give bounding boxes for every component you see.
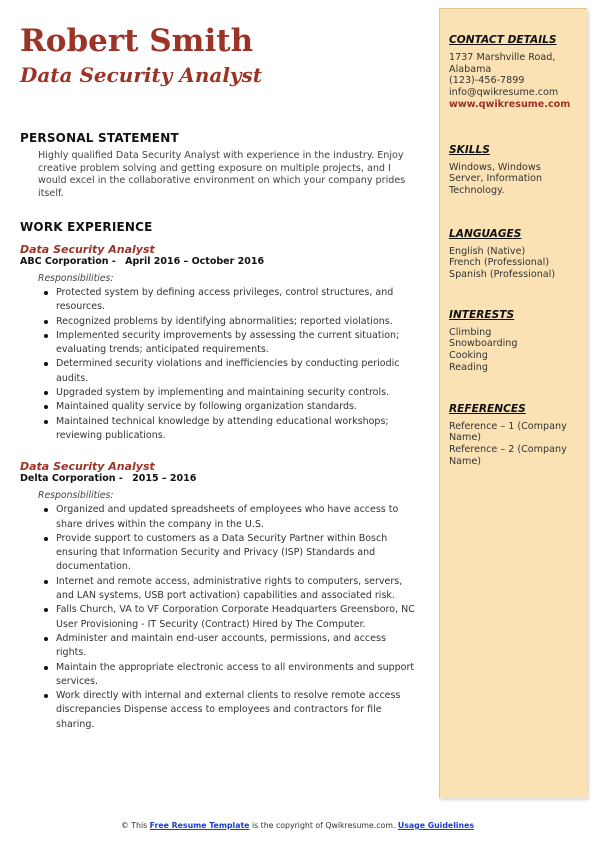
address-line: Alabama bbox=[449, 63, 492, 75]
skills-line: Server, Information bbox=[449, 173, 543, 185]
list-item-text: Implemented security improvements by assessing the current situation; evaluating trends; anticipated requirements. bbox=[56, 329, 400, 356]
interest-item: Cooking bbox=[449, 350, 488, 362]
footer-copyright-text: is the copyright of Qwikresume.com. bbox=[251, 821, 396, 830]
skills-text bbox=[449, 162, 579, 197]
contact-heading: CONTACT DETAILS bbox=[449, 34, 557, 46]
job-dates: April 2016 – October 2016 bbox=[125, 256, 265, 267]
reference-line: Reference – 1 (Company bbox=[449, 420, 567, 432]
list-item-text: Protected system by defining access privileges, control structures, and resources. bbox=[56, 287, 394, 313]
skills-section bbox=[449, 144, 579, 197]
responsibilities-list bbox=[42, 286, 418, 443]
list-item-text: Recognized problems by identifying abnormalities; reported violations. bbox=[56, 315, 393, 327]
candidate-name: Robert Smith bbox=[20, 23, 254, 59]
list-item bbox=[42, 632, 418, 661]
references-heading: REFERENCES bbox=[449, 402, 526, 415]
list-item-text: Administer and maintain end-user accounts, permissions, and access rights. bbox=[56, 632, 386, 659]
website-link[interactable]: www.qwikresume.com bbox=[449, 98, 571, 110]
list-item bbox=[42, 575, 418, 604]
languages-heading: LANGUAGES bbox=[449, 227, 522, 240]
bullet-icon bbox=[44, 334, 48, 338]
job-entry bbox=[20, 460, 418, 732]
languages-list bbox=[449, 246, 579, 281]
skills-line: Technology. bbox=[449, 184, 505, 196]
job-title: Data Security Analyst bbox=[20, 243, 155, 256]
job-entry bbox=[20, 243, 418, 443]
language-item: Spanish (Professional) bbox=[449, 269, 556, 281]
personal-statement-heading: PERSONAL STATEMENT bbox=[20, 131, 179, 145]
sidebar bbox=[439, 8, 587, 798]
list-item bbox=[42, 503, 418, 532]
references-list bbox=[449, 421, 579, 468]
list-item bbox=[42, 315, 418, 329]
list-item-text: Provide support to customers as a Data Security Partner within Bosch ensuring that Information Security and Privacy (ISP) Standards and documentation. bbox=[56, 532, 388, 573]
references-section bbox=[449, 403, 579, 468]
reference-line: Name) bbox=[449, 455, 482, 467]
personal-statement-section bbox=[20, 131, 418, 200]
list-item-text: Maintained quality service by following organization standards. bbox=[56, 401, 357, 413]
bullet-icon bbox=[44, 405, 48, 409]
bullet-icon bbox=[44, 320, 48, 324]
reference-line: Name) bbox=[449, 432, 482, 444]
interests-section bbox=[449, 309, 579, 374]
reference-item bbox=[449, 421, 579, 444]
bullet-icon bbox=[44, 391, 48, 395]
list-item bbox=[42, 357, 418, 386]
interests-list bbox=[449, 327, 579, 374]
responsibilities-label: Responsibilities: bbox=[38, 273, 114, 284]
address-line: 1737 Marshville Road, bbox=[449, 52, 556, 63]
interest-item: Reading bbox=[449, 361, 488, 373]
interest-item: Climbing bbox=[449, 326, 492, 338]
responsibilities-list bbox=[42, 503, 418, 732]
language-item: English (Native) bbox=[449, 245, 526, 257]
list-item-text: Work directly with internal and external clients to resolve remote access discrepancies Dispense access to employees and contractors for file sharing. bbox=[56, 690, 401, 730]
personal-statement-text: Highly qualified Data Security Analyst with experience in the industry. Enjoy creative problem solving and getting exposure on multiple projects, and I would excel in the collaborative environment on which your company prides itself. bbox=[38, 150, 406, 199]
list-item bbox=[42, 532, 418, 575]
usage-guidelines-link[interactable]: Usage Guidelines bbox=[397, 821, 475, 830]
contact-details bbox=[449, 52, 579, 111]
list-item-text: Falls Church, VA to VF Corporation Corporate Headquarters Greensboro, NC User Provisioning - IT Security (Contract) Hired by The Computer. bbox=[56, 604, 415, 630]
phone-number: (123)-456-7899 bbox=[449, 75, 525, 87]
reference-item bbox=[449, 444, 579, 467]
job-company: ABC Corporation - bbox=[20, 256, 116, 267]
resume-header bbox=[20, 22, 420, 87]
list-item bbox=[42, 386, 418, 400]
skills-line: Windows, Windows bbox=[449, 161, 541, 173]
free-resume-template-link[interactable]: Free Resume Template bbox=[149, 821, 250, 830]
footer-prefix: © This bbox=[120, 821, 148, 830]
list-item bbox=[42, 415, 418, 444]
bullet-icon bbox=[44, 362, 48, 366]
list-item bbox=[42, 400, 418, 414]
work-experience-heading: WORK EXPERIENCE bbox=[20, 220, 153, 234]
skills-heading: SKILLS bbox=[449, 143, 490, 156]
language-item: French (Professional) bbox=[449, 257, 550, 269]
contact-section bbox=[449, 34, 579, 111]
bullet-icon bbox=[44, 666, 48, 670]
bullet-icon bbox=[44, 637, 48, 641]
list-item bbox=[42, 329, 418, 358]
list-item-text: Determined security violations and inefficiencies by conducting periodic audits. bbox=[56, 358, 400, 384]
bullet-icon bbox=[44, 420, 48, 424]
list-item bbox=[42, 689, 418, 732]
candidate-title: Data Security Analyst bbox=[20, 63, 263, 87]
list-item bbox=[42, 603, 418, 632]
list-item-text: Maintained technical knowledge by attending educational workshops; reviewing publications. bbox=[56, 415, 389, 441]
list-item bbox=[42, 661, 418, 690]
reference-line: Reference – 2 (Company bbox=[449, 443, 567, 455]
bullet-icon bbox=[44, 537, 48, 541]
languages-section bbox=[449, 228, 579, 281]
bullet-icon bbox=[44, 580, 48, 584]
bullet-icon bbox=[44, 608, 48, 612]
list-item-text: Maintain the appropriate electronic access to all environments and support services. bbox=[56, 661, 415, 687]
main-column bbox=[20, 131, 418, 732]
job-title: Data Security Analyst bbox=[20, 460, 155, 474]
list-item bbox=[42, 286, 418, 315]
bullet-icon bbox=[44, 694, 48, 698]
job-dates: 2015 – 2016 bbox=[132, 473, 197, 485]
list-item-text: Organized and updated spreadsheets of employees who have access to share drives within the company in the U.S. bbox=[56, 504, 399, 530]
list-item-text: Internet and remote access, administrative rights to computers, servers, and LAN systems, USB port activation) capabilities and associated risk. bbox=[56, 575, 403, 602]
email-address[interactable]: info@qwikresume.com bbox=[449, 87, 559, 99]
footer bbox=[0, 821, 595, 830]
bullet-icon bbox=[44, 291, 48, 295]
bullet-icon bbox=[44, 508, 48, 512]
job-company-dates bbox=[20, 256, 418, 268]
job-company-dates bbox=[20, 473, 418, 485]
responsibilities-label: Responsibilities: bbox=[38, 490, 114, 502]
job-company: Delta Corporation - bbox=[20, 473, 123, 485]
list-item-text: Upgraded system by implementing and maintaining security controls. bbox=[56, 387, 390, 399]
interests-heading: INTERESTS bbox=[449, 308, 515, 321]
interest-item: Snowboarding bbox=[449, 338, 518, 350]
